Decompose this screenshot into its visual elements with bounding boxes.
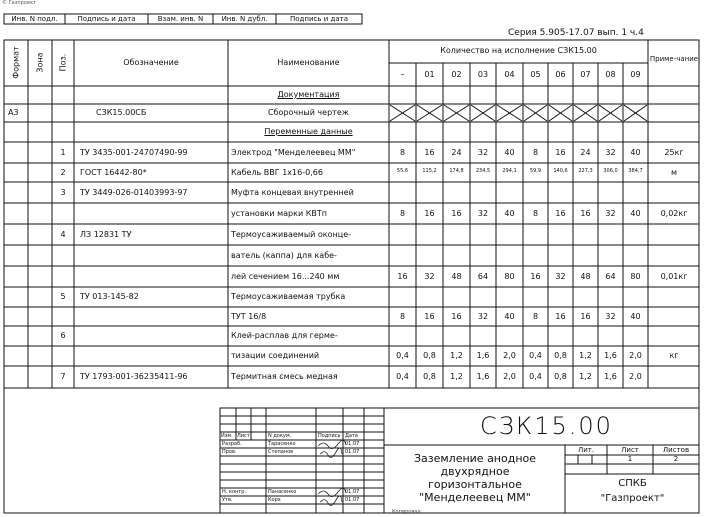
column-head-9: 09 (630, 70, 641, 79)
doc-format: А3 (8, 108, 19, 117)
row-value: 8 (532, 311, 539, 321)
tb-role-prov: Пров. (222, 449, 237, 455)
tb-sheets-number: 2 (673, 455, 679, 463)
row-value: 16 (530, 271, 541, 281)
row-value: 40 (504, 311, 515, 321)
row-designation: ТУ 3435-001-24707490-99 (80, 147, 188, 157)
row-value: 40 (504, 147, 515, 157)
row-value: 16 (580, 311, 591, 321)
section-documentation: Документация (277, 90, 340, 99)
row-value: 1,6 (604, 372, 617, 381)
column-head-1: 01 (424, 70, 435, 79)
tb-head-list: Лист (237, 433, 250, 439)
row-value: 55,6 (396, 167, 409, 174)
stamp-vzam-inv: Взам. инв. N (157, 15, 204, 23)
row-value: 16 (580, 208, 591, 218)
doc-name: Сборочный чертеж (268, 108, 349, 117)
row-value: 32 (605, 311, 616, 321)
column-head-2: 02 (451, 70, 462, 79)
row-value: 40 (504, 208, 515, 218)
row-value: 0,4 (396, 372, 409, 381)
title-line-4: "Менделеевец ММ" (419, 491, 531, 504)
stamp-signature-date-1: Подпись и дата (77, 15, 136, 23)
row-value: 16 (451, 311, 462, 321)
signature-razrab (318, 440, 346, 448)
row-name: Электрод "Менделеевец ММ" (231, 147, 356, 157)
row-note: кг (669, 351, 679, 360)
tb-sheet-label: Лист (621, 446, 639, 454)
row-value: 16 (424, 147, 435, 157)
row-value: 40 (630, 208, 641, 218)
row-value: 0,4 (529, 372, 542, 381)
tb-org-2: "Газпроект" (600, 493, 665, 504)
header-quantity-title: Количество на исполнение СЗК15.00 (440, 46, 597, 55)
row-value: 64 (477, 271, 489, 281)
row-value: 64 (605, 271, 616, 281)
tb-role-utv: Утв. (222, 497, 233, 503)
signature-utv (320, 496, 342, 505)
row-note: 0,02кг (660, 208, 688, 218)
tb-date-utv: 01.07 (345, 497, 360, 503)
row-name: ватель (каппа) для кабе- (231, 250, 337, 260)
header-format: Формат (11, 46, 21, 79)
row-designation: ТУ 3449-026-01403993-97 (80, 187, 188, 197)
row-value: 234,5 (475, 167, 491, 174)
row-value: 1,6 (476, 372, 490, 381)
row-pos: 7 (60, 372, 66, 381)
row-name: Термоусаживаемая трубка (231, 292, 346, 301)
tb-role-nkontr: Н. контр. (222, 489, 246, 495)
title-line-2: двухрядное (440, 465, 510, 478)
tb-name-utv: Корх (268, 497, 281, 503)
row-designation: ЛЗ 12831 ТУ (80, 229, 132, 239)
row-name: Кабель ВВГ 1х16-0,66 (231, 167, 323, 177)
row-pos: 6 (60, 331, 66, 340)
row-pos: 1 (60, 147, 66, 157)
row-value: 2,0 (503, 372, 516, 381)
row-value: 48 (580, 271, 591, 281)
column-head-5: 05 (530, 70, 541, 79)
row-pos: 2 (60, 167, 66, 177)
row-value: 32 (555, 271, 566, 281)
row-value: 227,3 (578, 167, 593, 174)
tb-date-nkontr: 01.07 (345, 489, 360, 495)
tb-date-prov: 01.07 (345, 449, 360, 455)
row-designation: ТУ 013-145-82 (80, 292, 139, 301)
row-name: Термитная смесь медная (231, 372, 338, 381)
header-note: Приме-чание (649, 55, 699, 63)
row-value: 32 (477, 208, 489, 218)
row-value: 1,2 (450, 372, 463, 381)
row-value: 24 (580, 147, 591, 157)
row-value: 80 (630, 271, 641, 281)
tb-org-1: СПКБ (618, 478, 647, 489)
row-value: 16 (424, 311, 435, 321)
row-value: 32 (424, 271, 435, 281)
column-head-7: 07 (580, 70, 591, 79)
corner-mark: © Газпроект (2, 0, 36, 6)
row-value: 16 (424, 208, 435, 218)
title-line-1: Заземление анодное (413, 452, 537, 465)
row-note: м (670, 167, 678, 177)
row-value: 8 (532, 147, 539, 157)
row-value: 8 (399, 311, 406, 321)
row-name: Термоусаживаемый оконце- (231, 229, 351, 239)
column-head-4: 04 (504, 70, 515, 79)
header-pos: Поз. (58, 53, 68, 72)
tb-head-doc: N докум. (268, 433, 292, 439)
tb-head-izm: Изм. (221, 433, 233, 439)
row-value: 0,4 (529, 351, 542, 360)
row-pos: 4 (60, 229, 66, 239)
row-value: 16 (555, 311, 566, 321)
row-name: установки марки КВТп (231, 208, 327, 218)
row-value: 24 (451, 147, 462, 157)
row-name: Клей-расплав для герме- (231, 331, 338, 340)
row-value: 8 (399, 208, 406, 218)
row-value: 59,9 (529, 167, 542, 174)
tb-head-sign: Подпись (318, 433, 341, 439)
row-designation: ГОСТ 16442-80* (80, 167, 147, 177)
column-head-3: 03 (477, 70, 489, 79)
row-value: 32 (477, 147, 489, 157)
tb-head-date: Дата (345, 433, 358, 439)
row-value: 1,6 (476, 351, 490, 360)
row-value: 48 (451, 271, 462, 281)
row-value: 40 (630, 147, 641, 157)
row-value: 16 (555, 208, 566, 218)
row-name: лей сечением 16...240 мм (231, 271, 340, 281)
series-label: Серия 5.905-17.07 вып. 1 ч.4 (508, 28, 644, 38)
row-value: 16 (397, 271, 408, 281)
row-note: 0,01кг (660, 271, 688, 281)
stamp-inv-podl: Инв. N подл. (11, 15, 58, 23)
signature-nkontr (318, 488, 346, 496)
column-head-6: 06 (555, 70, 566, 79)
row-pos: 3 (60, 187, 66, 197)
title-code: СЗК15.00 (480, 412, 613, 440)
title-line-3: горизонтальное (428, 478, 522, 491)
row-value: 306,0 (603, 167, 618, 174)
row-value: 8 (399, 147, 406, 157)
row-name: тизации соединений (231, 351, 320, 360)
row-value: 174,8 (449, 167, 464, 174)
stamp-signature-date-2: Подпись и дата (290, 15, 348, 23)
row-name: Муфта концевая внутренней (231, 187, 354, 197)
row-value: 140,6 (553, 167, 568, 174)
row-value: 2,0 (629, 372, 642, 381)
row-value: 32 (605, 208, 616, 218)
row-value: 1,2 (579, 351, 592, 360)
row-value: 0,8 (423, 372, 436, 381)
tb-copied: Копировал (392, 509, 421, 515)
row-value: 1,2 (579, 372, 592, 381)
tb-name-nkontr: Панасенко (268, 489, 297, 495)
tb-date-razrab: 01.07 (345, 441, 360, 447)
row-designation: ТУ 1793-001-36235411-96 (80, 372, 188, 381)
column-head-8: 08 (605, 70, 616, 79)
section-variable: Переменные данные (264, 127, 353, 136)
row-pos: 5 (60, 292, 66, 301)
row-note: 25кг (664, 147, 684, 157)
row-value: 0,8 (554, 372, 567, 381)
row-value: 0,8 (554, 351, 567, 360)
row-value: 40 (630, 311, 641, 321)
row-value: 80 (504, 271, 515, 281)
row-value: 0,4 (396, 351, 409, 360)
header-name: Наименование (277, 58, 340, 67)
tb-role-razrab: Разраб. (222, 441, 242, 447)
row-value: 8 (532, 208, 539, 218)
row-value: 115,2 (422, 167, 437, 174)
doc-designation: СЗК15.00СБ (96, 108, 147, 117)
signature-prov (320, 448, 342, 457)
tb-lit-label: Лит. (577, 446, 595, 454)
tb-name-razrab: Тарасенко (268, 441, 296, 447)
row-value: 1,2 (450, 351, 463, 360)
tb-name-prov: Степанов (268, 449, 294, 455)
tb-sheet-number: 1 (627, 455, 633, 463)
row-value: 16 (555, 147, 566, 157)
row-value: 1,6 (604, 351, 617, 360)
header-zone: Зона (35, 52, 45, 73)
header-designation: Обозначение (123, 58, 179, 67)
row-value: 16 (451, 208, 462, 218)
row-value: 384,7 (628, 167, 643, 174)
row-value: 294,1 (502, 167, 517, 174)
row-value: 2,0 (629, 351, 642, 360)
stamp-inv-dubl: Инв. N дубл. (221, 15, 268, 23)
row-value: 32 (477, 311, 489, 321)
row-value: 32 (605, 147, 616, 157)
column-head-0: – (400, 70, 405, 79)
row-value: 2,0 (503, 351, 516, 360)
row-name: ТУТ 16/8 (231, 311, 267, 321)
tb-sheets-label: Листов (662, 446, 690, 454)
row-value: 0,8 (423, 351, 436, 360)
